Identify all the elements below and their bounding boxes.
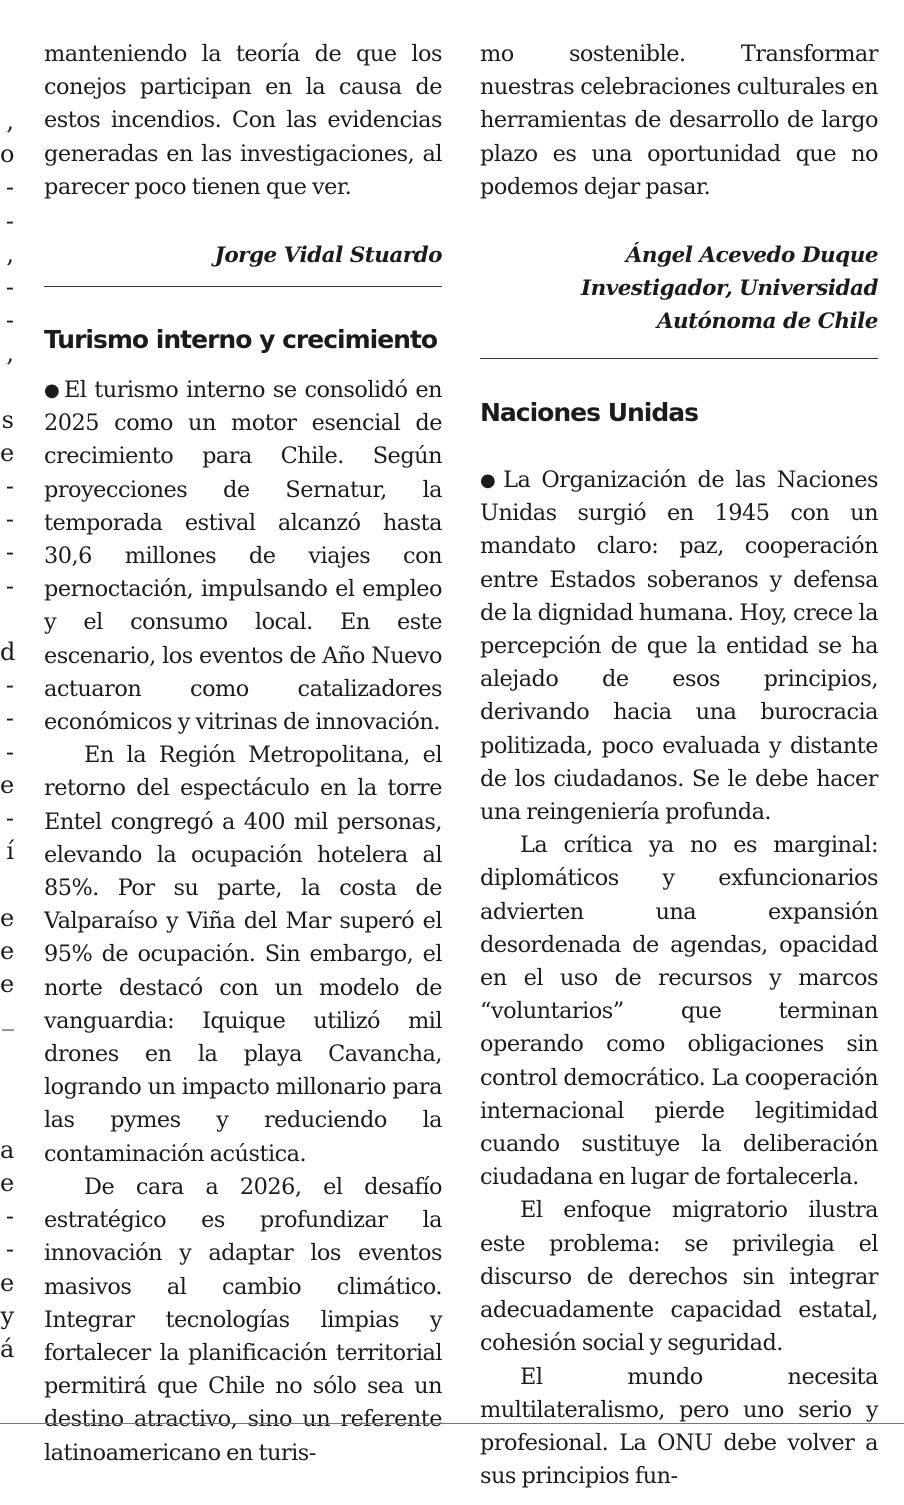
edge-mark: -	[5, 272, 14, 301]
edge-mark: ,	[6, 239, 14, 268]
edge-mark: -	[5, 538, 14, 567]
section-divider	[44, 286, 442, 287]
edge-mark: d	[0, 638, 16, 666]
edge-mark: -	[5, 671, 14, 700]
article-paragraph: En la Región Metropolitana, el retorno del espectáculo en la torre Entel congregó a 400 mil personas, elevando la ocupación hotelera al 85%. Por su parte, la costa de Valparaíso y Viña del Mar superó el 95% de ocupación. Sin embargo, el norte destacó con un modelo de vanguardia: Iquique utilizó mil drones en la playa Cavancha, logrando un impacto millonario para las pymes y reduciendo la contaminación acústica.	[44, 742, 442, 1167]
edge-mark: -	[5, 737, 14, 766]
page-bottom-rule	[0, 1423, 904, 1424]
edge-mark: e	[0, 438, 15, 467]
edge-mark: -	[5, 571, 14, 600]
article-heading-turismo: Turismo interno y crecimiento	[44, 325, 438, 355]
edge-mark: -	[5, 306, 14, 335]
article-paragraph: De cara a 2026, el desafío estratégico es profundizar la innovación y adaptar los eventos masivos al cambio climático. Integrar tecnologías limpias y fortalecer la planificación territorial permitirá que Chile no sólo sea un destino atractivo, sino un referente latinoamericano en turis-	[44, 1173, 442, 1466]
previous-column-edge	[0, 0, 14, 1505]
article-paragraph: El enfoque migratorio ilustra este problema: se privilegia el discurso de derechos sin integrar adecuadamente capacidad estatal, cohesión social y seguridad.	[480, 1197, 878, 1357]
article-body-turismo	[44, 374, 442, 1470]
edge-mark	[0, 1067, 14, 1100]
left-column	[44, 38, 442, 1470]
edge-mark: -	[5, 1202, 14, 1231]
right-column	[480, 38, 878, 1493]
article-paragraph: ●El turismo interno se consolidó en 2025 como un motor esencial de crecimiento para Chile. Según proyecciones de Sernatur, la temporada estival alcanzó hasta 30,6 millones de viajes con pernoctación, impulsando el empleo y el consumo local. En este escenario, los eventos de Año Nuevo actuaron como catalizadores económicos y vitrinas de innovación.	[44, 377, 442, 736]
edge-mark: _	[2, 1003, 14, 1032]
edge-mark: s	[1, 405, 14, 434]
edge-mark: y	[0, 1301, 14, 1330]
edge-mark: á	[0, 1334, 15, 1363]
edge-mark: -	[5, 1235, 14, 1264]
letter-signature-title: Investigador, Universidad	[581, 276, 878, 302]
article-paragraph: El mundo necesita multilateralismo, pero uno serio y profesional. La ONU debe volver a sus principios fun-	[480, 1363, 878, 1490]
edge-mark: -	[5, 173, 14, 202]
edge-mark: a	[0, 1135, 15, 1164]
letter-signature: Jorge Vidal Stuardo	[214, 243, 442, 269]
edge-mark: e	[0, 936, 15, 965]
edge-mark: -	[5, 704, 14, 733]
continued-letter-text: manteniendo la teoría de que los conejos participan en la causa de estos incendios. Con las evidencias generadas en las investigaciones, al parecer poco tienen que ver.	[44, 41, 442, 200]
article-heading-naciones-unidas: Naciones Unidas	[480, 398, 699, 428]
edge-mark: e	[0, 770, 15, 799]
bullet-icon: ●	[480, 470, 502, 492]
bullet-icon: ●	[44, 380, 62, 402]
edge-mark: í	[6, 837, 14, 866]
letter-signature-name: Ángel Acevedo Duque	[625, 243, 878, 269]
article-body-naciones-unidas	[480, 464, 878, 1493]
edge-mark	[0, 1034, 14, 1067]
edge-mark: o	[0, 140, 15, 169]
article-paragraph: La crítica ya no es marginal: diplomáticos y exfuncionarios advierten una expansión desordenada de agendas, opacidad en el uso de recursos y marcos “voluntarios” que terminan operando como obligaciones sin control democrático. La cooperación internacional pierde legitimidad cuando sustituye la deliberación ciudadana en lugar de fortalecerla.	[480, 832, 878, 1191]
section-divider	[480, 358, 878, 359]
edge-mark: e	[0, 1169, 15, 1197]
edge-mark: -	[5, 206, 14, 235]
edge-mark	[0, 371, 14, 404]
edge-mark	[0, 603, 14, 636]
edge-mark: e	[0, 969, 15, 998]
edge-mark	[0, 868, 14, 901]
edge-mark: -	[5, 472, 14, 501]
edge-mark: -	[5, 505, 14, 534]
continued-letter-text: mo sostenible. Transformar nuestras celebraciones culturales en herramientas de desarrollo de largo plazo es una oportunidad que no podemos dejar pasar.	[480, 41, 878, 200]
edge-mark: ,	[6, 107, 14, 135]
edge-mark: e	[0, 903, 15, 932]
edge-mark: -	[5, 803, 14, 832]
edge-mark: ,	[6, 339, 14, 368]
article-paragraph: ●La Organización de las Naciones Unidas surgió en 1945 con un mandato claro: paz, cooperación entre Estados soberanos y defensa de la dignidad humana. Hoy, crece la percepción de que la entidad se ha alejado de esos principios, derivando hacia una burocracia politizada, poco evaluada y distante de los ciudadanos. Se le debe hacer una reingeniería profunda.	[480, 467, 878, 826]
edge-mark: e	[0, 1268, 15, 1297]
letter-signature-affiliation: Autónoma de Chile	[656, 309, 878, 335]
edge-mark	[0, 1101, 14, 1134]
